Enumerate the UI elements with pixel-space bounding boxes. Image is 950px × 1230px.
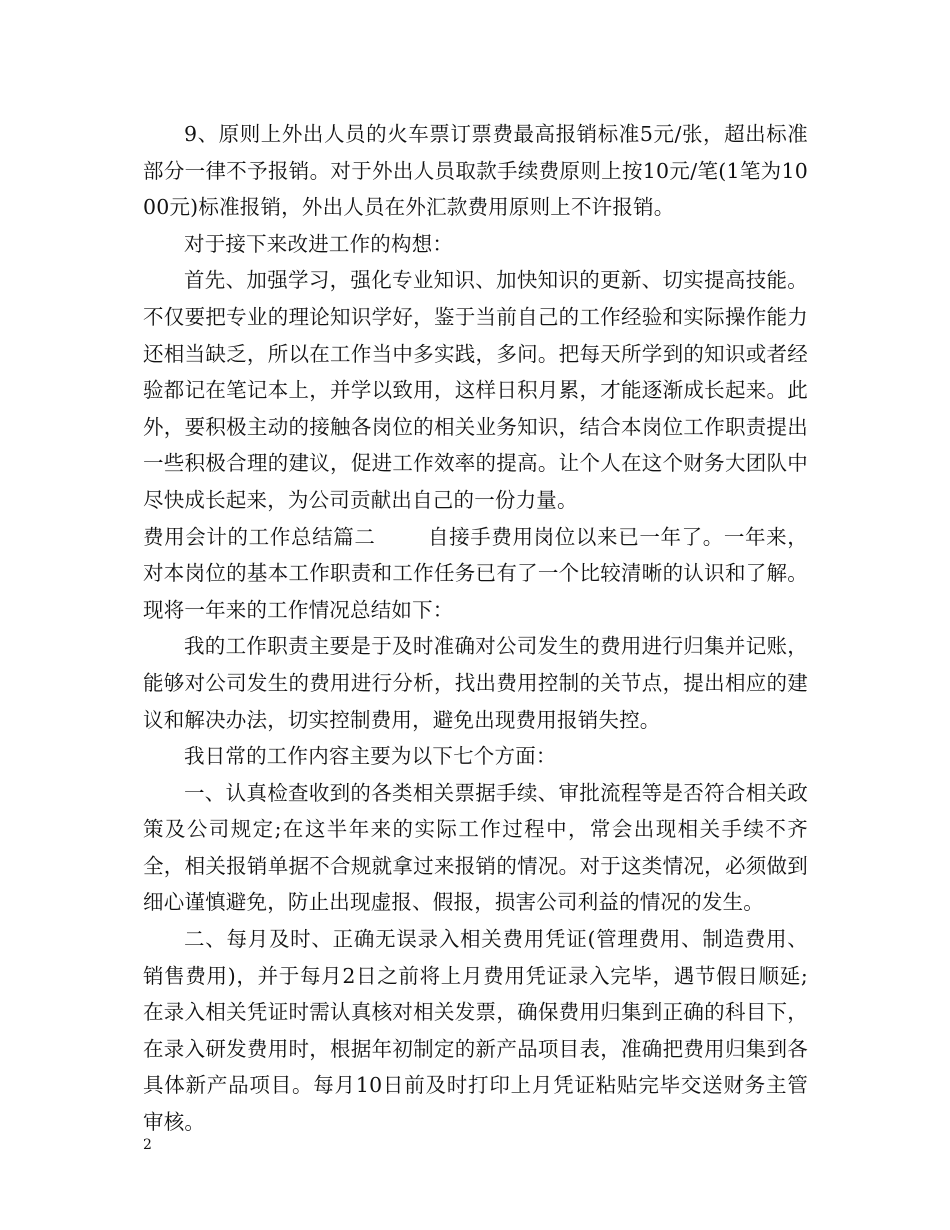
section-heading-paragraph bbox=[143, 519, 808, 629]
section-heading: 费用会计的工作总结篇二 bbox=[143, 524, 376, 549]
paragraph-aspect-two: 二、每月及时、正确无误录入相关费用凭证(管理费用、制造费用、销售费用)，并于每月2日之前将上月费用凭证录入完毕，遇节假日顺延;在录入相关凭证时需认真核对相关发票，确保费用归集到正确的科目下，在录入研发费用时，根据年初制定的新产品项目表，准确把费用归集到各具体新产品项目。每月10日前及时打印上月凭证粘贴完毕交送财务主管审核。 bbox=[143, 927, 808, 1135]
document-body bbox=[143, 116, 808, 1141]
paragraph-improvement-plan: 首先、加强学习，强化专业知识、加快知识的更新、切实提高技能。不仅要把专业的理论知识学好，鉴于当前自己的工作经验和实际操作能力还相当缺乏，所以在工作当中多实践，多问。把每天所学到的知识或者经验都记在笔记本上，并学以致用，这样日积月累，才能逐渐成长起来。此外，要积极主动的接触各岗位的相关业务知识，结合本岗位工作职责提出一些积极合理的建议，促进工作效率的提高。让个人在这个财务大团队中尽快成长起来，为公司贡献出自己的一份力量。 bbox=[143, 268, 808, 512]
paragraph-train-ticket-rule: 9、原则上外出人员的火车票订票费最高报销标准5元/张，超出标准部分一律不予报销。对于外出人员取款手续费原则上按10元/笔(1笔为1000元)标准报销，外出人员在外汇款费用原则上不许报销。 bbox=[143, 122, 808, 220]
paragraph-seven-aspects: 我日常的工作内容主要为以下七个方面： bbox=[184, 744, 557, 769]
paragraph-improvement-intro: 对于接下来改进工作的构想： bbox=[184, 231, 454, 256]
page-number: 2 bbox=[143, 1137, 152, 1153]
paragraph-aspect-one: 一、认真检查收到的各类相关票据手续、审批流程等是否符合相关政策及公司规定;在这半年来的实际工作过程中，常会出现相关手续不齐全，相关报销单据不合规就拿过来报销的情况。对于这类情况，必须做到细心谨慎避免，防止出现虚报、假报，损害公司利益的情况的发生。 bbox=[143, 780, 808, 915]
paragraph-job-duty: 我的工作职责主要是于及时准确对公司发生的费用进行归集并记账，能够对公司发生的费用进行分析，找出费用控制的关节点，提出相应的建议和解决办法，切实控制费用，避免出现费用报销失控。 bbox=[143, 634, 808, 732]
section-lead: 自接手费用岗位以来已一年了。一年来，对本岗位的基本工作职责和工作任务已有了一个比较清晰的认识和了解。现将一年来的工作情况总结如下： bbox=[143, 524, 808, 622]
